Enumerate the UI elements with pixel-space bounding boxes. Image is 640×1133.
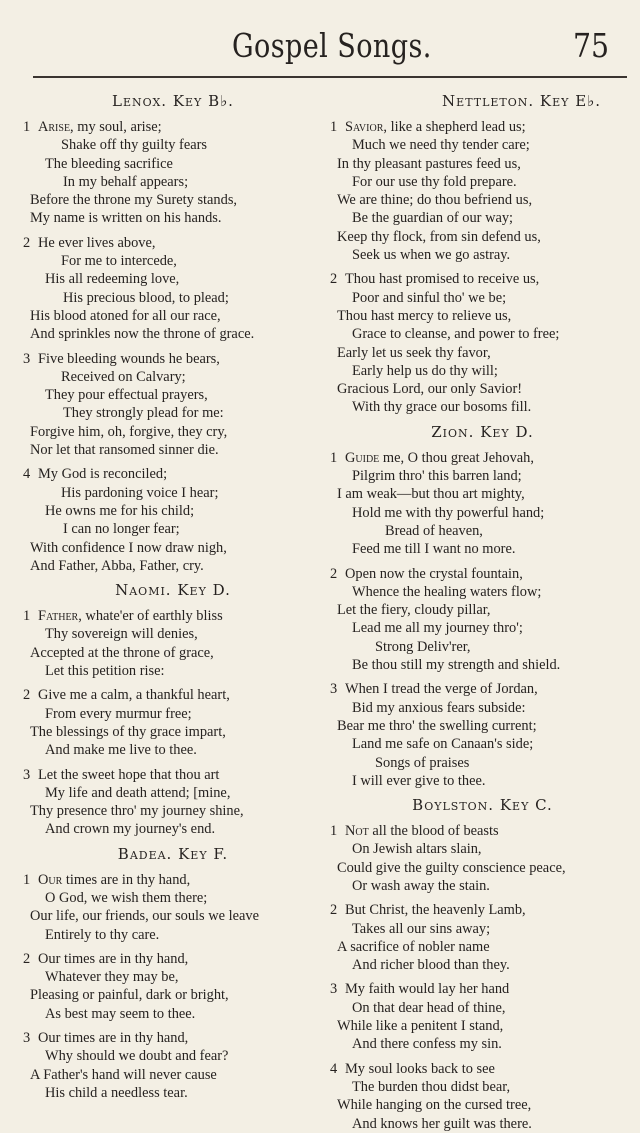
line-text: Before the throne my Surety stands, [30, 192, 238, 209]
line-text: Early help us do thy will; [352, 362, 498, 379]
verse-line [23, 270, 323, 288]
line-text: like a shepherd lead us; [386, 119, 526, 135]
verse-line [23, 404, 323, 422]
verse-line [330, 270, 635, 288]
verse-line [330, 699, 635, 717]
line-text: And Father, Abba, Father, cry. [30, 557, 204, 574]
verse-line [330, 307, 635, 325]
verse-line [23, 136, 323, 154]
verse [330, 680, 635, 790]
line-text: The burden thou didst bear, [352, 1078, 511, 1095]
verse-line [330, 717, 635, 735]
running-title: Gospel Songs. [232, 26, 432, 65]
verse-line [330, 398, 635, 416]
line-text: And sprinkles now the throne of grace. [30, 326, 255, 343]
line-text: A Father's hand will never cause [30, 1066, 217, 1083]
verse-line [23, 1029, 323, 1047]
verse [330, 118, 635, 264]
line-text: Thou hast promised to receive us, [345, 271, 540, 288]
line-text: Why should we doubt and fear? [45, 1048, 229, 1065]
line-text: As best may seem to thee. [45, 1005, 196, 1022]
verse [330, 1060, 635, 1133]
line-text: My God is reconciled; [38, 466, 168, 483]
line-text: They pour effectual prayers, [45, 387, 208, 404]
verse-line [23, 209, 323, 227]
line-text: Let the sweet hope that thou art [38, 766, 220, 783]
line-text: With thy grace our bosoms fill. [352, 399, 532, 416]
verse-line [23, 502, 323, 520]
line-text: Thou hast mercy to relieve us, [337, 307, 512, 324]
line-text: When I tread the verge of Jordan, [345, 681, 538, 698]
verse-line [23, 625, 323, 643]
verse-number: 4 [23, 466, 31, 483]
line-text: Could give the guilty conscience peace, [337, 859, 566, 876]
line-text: And crown my journey's end. [45, 821, 216, 838]
verse-number: 1 [330, 823, 338, 840]
verse-line [330, 1078, 635, 1096]
hymn-title: Badea. Key F. [117, 844, 229, 863]
line-text: The blessings of thy grace impart, [30, 723, 226, 740]
verse-line [23, 889, 323, 907]
line-text: Takes all our sins away; [352, 920, 491, 937]
verse-line [330, 754, 635, 772]
verse-number: 1 [23, 608, 31, 625]
verse-line [23, 802, 323, 820]
line-text: Pilgrim thro' this barren land; [352, 468, 522, 485]
verse-line [23, 950, 323, 968]
line-text: Let this petition rise: [45, 663, 165, 680]
line-text: Bear me thro' the swelling current; [337, 717, 537, 734]
verse-line [330, 191, 635, 209]
verse-line [330, 228, 635, 246]
verse [23, 465, 323, 575]
line-text: Strong Deliv'rer, [375, 638, 471, 655]
verse-line [330, 1017, 635, 1035]
verse-line [23, 607, 323, 625]
line-text: times are in thy hand, [62, 871, 191, 888]
verse-number: 2 [23, 234, 31, 251]
verse-line [330, 735, 635, 753]
verse-line [23, 520, 323, 538]
verse-line [330, 565, 635, 583]
verse-number: 2 [23, 687, 31, 704]
verse-number: 1 [330, 449, 338, 466]
verse-line [23, 705, 323, 723]
verse-line [330, 246, 635, 264]
verse [330, 901, 635, 974]
first-word: Guide [345, 449, 380, 466]
line-text: Five bleeding wounds he bears, [38, 350, 220, 367]
verse-number: 1 [330, 119, 338, 135]
first-word: Not [345, 823, 369, 840]
verse-line [330, 772, 635, 790]
line-text: A sacrifice of nobler name [337, 938, 490, 955]
line-text: His child a needless tear. [45, 1084, 188, 1101]
verse-line [23, 325, 323, 343]
line-text: And there confess my sin. [352, 1036, 502, 1053]
verse-line [23, 386, 323, 404]
verse-number: 3 [330, 981, 338, 998]
header-rule [33, 76, 627, 78]
line-text: Be thou still my strength and shield. [352, 657, 561, 674]
right-column [330, 86, 635, 1133]
verse-line [23, 484, 323, 502]
line-text: Accepted at the throne of grace, [30, 644, 214, 661]
line-text: On that dear head of thine, [352, 999, 506, 1016]
line-text: The bleeding sacrifice [45, 155, 173, 172]
line-text: whate'er of earthly bliss [81, 608, 223, 625]
verse-line [330, 209, 635, 227]
line-text: For our use thy fold prepare. [352, 173, 517, 190]
verse-line [23, 1005, 323, 1023]
verse-line [23, 986, 323, 1004]
line-text: He owns me for his child; [45, 502, 195, 519]
line-text: Received on Calvary; [61, 368, 186, 385]
hymn-title: Zion. Key D. [431, 422, 534, 441]
line-text: While hanging on the cursed tree, [337, 1097, 532, 1114]
verse [330, 270, 635, 416]
verse-line [330, 1035, 635, 1053]
line-text: all the blood of beasts [368, 823, 499, 840]
line-text: From every murmur free; [45, 705, 192, 722]
verse-line [23, 441, 323, 459]
line-text: Let the fiery, cloudy pillar, [337, 602, 491, 619]
line-text: My faith would lay her hand [345, 981, 510, 998]
hymn-title: Naomi. Key D. [115, 581, 231, 600]
verse-line [330, 1115, 635, 1133]
verse-line [23, 191, 323, 209]
hymn [23, 843, 323, 1103]
verse-line [23, 907, 323, 925]
line-text: Seek us when we go astray. [352, 247, 511, 264]
line-text: In thy pleasant pastures feed us, [337, 155, 521, 172]
line-text: Entirely to thy care. [45, 926, 160, 943]
line-text: My name is written on his hands. [30, 210, 222, 227]
line-text: On Jewish altars slain, [352, 841, 482, 858]
line-text: Land me safe on Canaan's side; [352, 736, 534, 753]
line-text: They strongly plead for me: [63, 405, 224, 422]
verse-line [330, 656, 635, 674]
verse-line [23, 741, 323, 759]
line-text: Our life, our friends, our souls we leave [30, 908, 259, 925]
verse-line [23, 539, 323, 557]
line-text: Thy presence thro' my journey shine, [30, 803, 244, 820]
line-text: Hold me with thy powerful hand; [352, 504, 545, 521]
verse-line [330, 980, 635, 998]
verse-line [330, 522, 635, 540]
line-text: Bid my anxious fears subside: [352, 699, 526, 716]
first-word: Our [38, 871, 63, 888]
line-text: Bread of heaven, [385, 522, 483, 539]
line-text: Thy sovereign will denies, [45, 626, 198, 643]
verse-line [330, 289, 635, 307]
verse-line [23, 307, 323, 325]
verse-line [23, 423, 323, 441]
line-text: His pardoning voice I hear; [61, 484, 219, 501]
verse-line [23, 368, 323, 386]
verse-line [23, 644, 323, 662]
line-text: Whatever they may be, [45, 969, 179, 986]
line-text: But Christ, the heavenly Lamb, [345, 902, 526, 919]
verse-line [23, 820, 323, 838]
verse [23, 686, 323, 759]
verse [23, 118, 323, 228]
verse-line [330, 601, 635, 619]
line-text: Shake off thy guilty fears [61, 137, 208, 154]
line-text: Much we need thy tender care; [352, 137, 530, 154]
line-text: And knows her guilt was there. [352, 1115, 532, 1132]
line-text: And make me live to thee. [45, 742, 197, 759]
line-text: Whence the healing waters flow; [352, 583, 542, 600]
line-text: Our times are in thy hand, [38, 950, 189, 967]
verse-line [330, 173, 635, 191]
verse-line [23, 1066, 323, 1084]
verse [330, 565, 635, 675]
line-text: Poor and sinful tho' we be; [352, 289, 507, 306]
verse-line [330, 540, 635, 558]
line-text: Be the guardian of our way; [352, 210, 514, 227]
verse-number: 3 [23, 350, 31, 367]
first-word: Father, [38, 608, 82, 625]
verse-line [330, 840, 635, 858]
verse-line [23, 118, 323, 136]
first-word: Savior, [345, 119, 387, 135]
line-text: And richer blood than they. [352, 957, 510, 974]
line-text: Lead me all my journey thro'; [352, 620, 523, 637]
line-text: For me to intercede, [61, 253, 177, 270]
verse-line [23, 968, 323, 986]
verse-line [330, 467, 635, 485]
hymn [330, 421, 635, 790]
line-text: Grace to cleanse, and power to free; [352, 326, 560, 343]
hymn-title: Nettleton. Key E♭. [442, 92, 601, 110]
verse-line [330, 619, 635, 637]
verse-number: 1 [23, 871, 31, 888]
verse-line [23, 686, 323, 704]
line-text: My life and death attend; [mine, [45, 784, 231, 801]
line-text: Songs of praises [375, 754, 470, 771]
verse-line [330, 1060, 635, 1078]
verse-line [330, 583, 635, 601]
verse-line [330, 877, 635, 895]
verse-line [330, 155, 635, 173]
line-text: Feed me till I want no more. [352, 541, 516, 558]
verse [23, 871, 323, 944]
verse [23, 1029, 323, 1102]
line-text: In my behalf appears; [63, 173, 189, 190]
verse-line [330, 362, 635, 380]
verse-number: 2 [330, 902, 338, 919]
verse-line [23, 557, 323, 575]
verse-line [330, 999, 635, 1017]
line-text: I will ever give to thee. [352, 772, 486, 789]
verse-line [330, 822, 635, 840]
verse-number: 3 [23, 1030, 31, 1047]
first-word: Arise, [38, 119, 74, 135]
line-text: Keep thy flock, from sin defend us, [337, 228, 541, 245]
verse [23, 350, 323, 460]
verse [330, 980, 635, 1053]
line-text: Give me a calm, a thankful heart, [38, 687, 230, 704]
verse-line [330, 136, 635, 154]
verse-line [23, 784, 323, 802]
verse-line [23, 723, 323, 741]
page-header [0, 0, 640, 80]
verse-line [23, 1084, 323, 1102]
verse [23, 950, 323, 1023]
line-text: my soul, arise; [73, 119, 162, 135]
verse-line [23, 1047, 323, 1065]
verse-line [23, 926, 323, 944]
verse-line [330, 938, 635, 956]
verse [23, 607, 323, 680]
line-text: Our times are in thy hand, [38, 1030, 189, 1047]
verse-number: 3 [23, 766, 31, 783]
verse-line [23, 155, 323, 173]
line-text: I can no longer fear; [63, 521, 180, 538]
line-text: me, O thou great Jehovah, [379, 449, 534, 466]
verse-line [330, 504, 635, 522]
verse-line [23, 234, 323, 252]
verse-line [23, 252, 323, 270]
verse-line [330, 1096, 635, 1114]
line-text: Early let us seek thy favor, [337, 344, 491, 361]
line-text: Gracious Lord, our only Savior! [337, 381, 523, 398]
verse-number: 1 [23, 119, 31, 135]
hymn-title: Lenox. Key B♭. [112, 92, 234, 110]
verse-line [330, 380, 635, 398]
verse-line [330, 920, 635, 938]
left-column [23, 86, 323, 1102]
line-text: We are thine; do thou befriend us, [337, 192, 533, 209]
verse-line [330, 956, 635, 974]
line-text: With confidence I now draw nigh, [30, 539, 227, 556]
verse-line [23, 871, 323, 889]
verse-line [23, 465, 323, 483]
verse-line [330, 325, 635, 343]
verse-line [330, 638, 635, 656]
page-number: 75 [573, 26, 610, 65]
verse [23, 234, 323, 344]
hymn-title: Boylston. Key C. [412, 796, 553, 815]
verse-line [23, 289, 323, 307]
line-text: My soul looks back to see [345, 1060, 495, 1077]
hymn [330, 794, 635, 1133]
line-text: His all redeeming love, [45, 271, 180, 288]
verse-number: 2 [330, 565, 338, 582]
verse-line [23, 662, 323, 680]
verse-number: 4 [330, 1060, 338, 1077]
verse-number: 2 [330, 271, 338, 288]
line-text: I am weak—but thou art mighty, [337, 486, 525, 503]
verse-number: 2 [23, 950, 31, 967]
verse [330, 449, 635, 559]
verse-line [330, 449, 635, 467]
verse-line [23, 766, 323, 784]
line-text: His precious blood, to plead; [63, 289, 229, 306]
hymn [23, 90, 323, 575]
verse-line [23, 173, 323, 191]
verse-line [330, 118, 635, 136]
verse-line [330, 859, 635, 877]
verse [330, 822, 635, 895]
verse-line [330, 344, 635, 362]
line-text: While like a penitent I stand, [337, 1018, 504, 1035]
line-text: Or wash away the stain. [352, 877, 490, 894]
line-text: His blood atoned for all our race, [30, 307, 221, 324]
line-text: Pleasing or painful, dark or bright, [30, 987, 229, 1004]
verse-line [330, 485, 635, 503]
line-text: Forgive him, oh, forgive, they cry, [30, 423, 228, 440]
line-text: He ever lives above, [38, 234, 156, 251]
verse-line [330, 680, 635, 698]
verse-line [330, 901, 635, 919]
line-text: Nor let that ransomed sinner die. [30, 442, 219, 459]
line-text: O God, we wish them there; [45, 889, 208, 906]
hymn [23, 579, 323, 839]
verse [23, 766, 323, 839]
verse-line [23, 350, 323, 368]
line-text: Open now the crystal fountain, [345, 565, 523, 582]
hymn [330, 90, 635, 417]
verse-number: 3 [330, 681, 338, 698]
